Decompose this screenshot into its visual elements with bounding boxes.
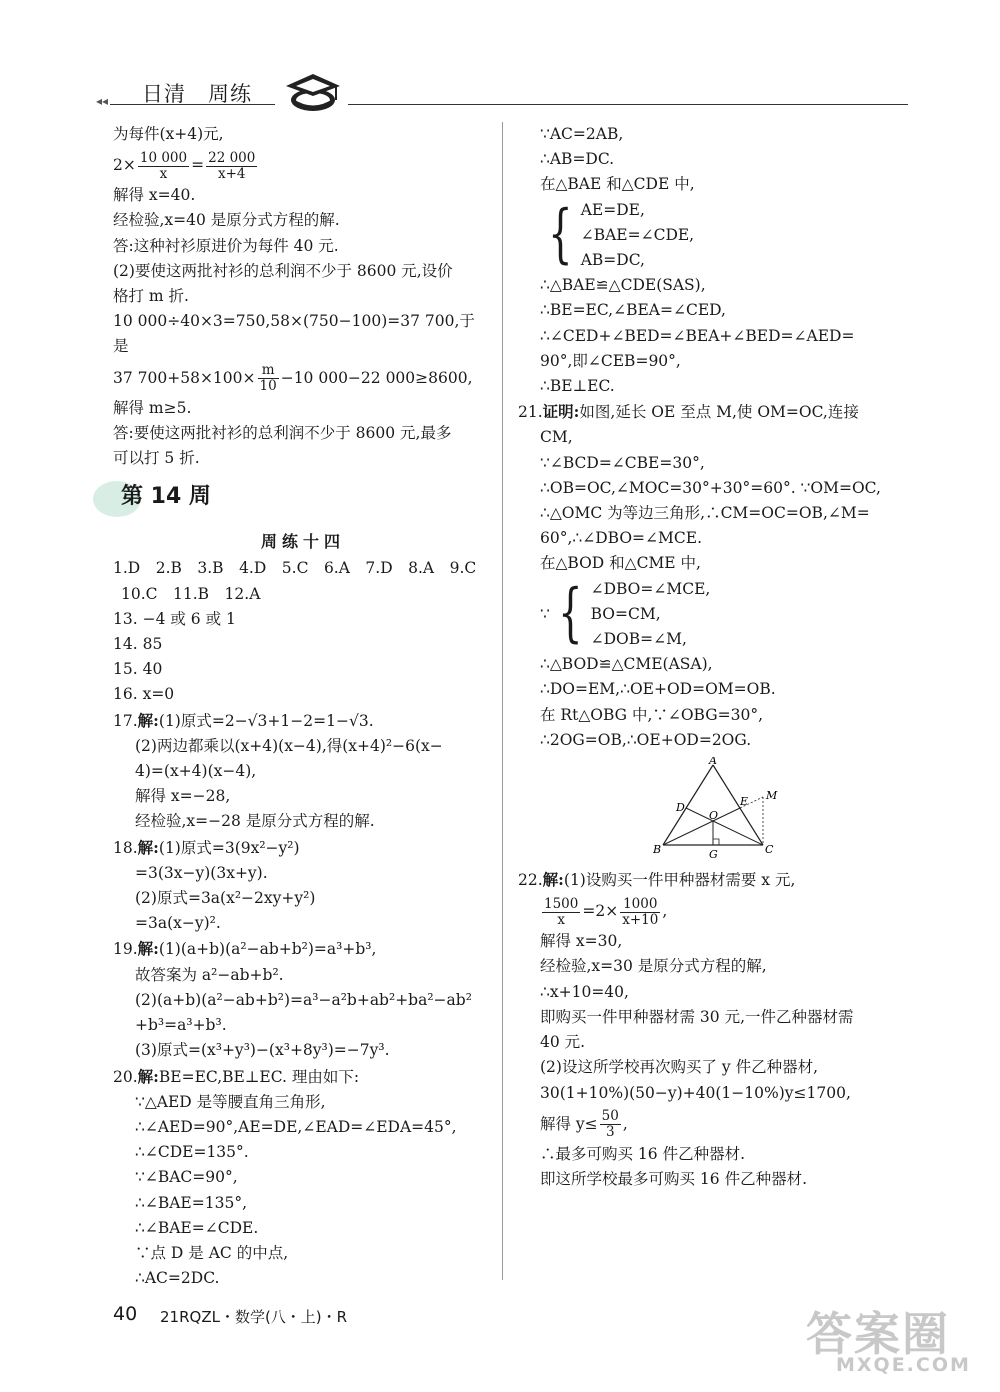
denominator: x <box>557 911 565 928</box>
text-line: ∴△BAE≌△CDE(SAS), <box>540 276 706 295</box>
numerator: 1000 <box>620 897 660 913</box>
fraction <box>206 151 257 182</box>
text-line: 4)=(x+4)(x−4), <box>135 762 257 781</box>
text-line: AE=DE, <box>580 200 645 219</box>
label-E: E <box>740 795 749 809</box>
text-line: ∵∠BAC=90°, <box>135 1168 238 1187</box>
solution-label: 解: <box>137 710 159 730</box>
text-line: (2)设这所学校再次购买了 y 件乙种器材, <box>540 1058 818 1077</box>
solution-text: (1)原式=3(9x²−y²) <box>158 838 300 857</box>
label-G: G <box>709 848 718 862</box>
watermark-logo: 答案圈 <box>806 1307 950 1361</box>
page-header <box>90 70 910 115</box>
text-line: 格打 m 折. <box>113 287 189 306</box>
text-line: (3)原式=(x³+y³)−(x³+8y³)=−7y³. <box>135 1041 390 1060</box>
label-C: C <box>765 843 774 857</box>
text-line: 90°,即∠CEB=90°, <box>540 351 681 370</box>
text-line: (2)两边都乘以(x+4)(x−4),得(x+4)²−6(x− <box>135 736 443 755</box>
section-title: 周练十四 <box>260 532 345 552</box>
text-line: 可以打 5 折. <box>113 449 200 468</box>
solution-label: 解: <box>137 1066 159 1086</box>
label-O: O <box>709 809 719 823</box>
column-divider <box>502 122 503 1280</box>
question-number: 21. <box>518 403 543 422</box>
solution-text: (1)原式=2−√3+1−2=1−√3. <box>158 711 374 730</box>
numerator: 22 000 <box>208 149 256 166</box>
text-line: 30(1+10%)(50−y)+40(1−10%)y≤1700, <box>540 1083 851 1102</box>
text-line: 即购买一件甲种器材需 30 元,一件乙种器材需 <box>540 1007 854 1026</box>
denominator: 3 <box>605 1124 615 1141</box>
text-line: 解得 x=40. <box>113 186 196 205</box>
graduation-cap-icon <box>282 70 344 114</box>
text-line: ∴BE=EC,∠BEA=∠CED, <box>540 301 726 320</box>
text-line: ∠DOB=∠M, <box>590 630 687 649</box>
eq-text: = <box>191 156 205 175</box>
denominator: x <box>159 165 168 182</box>
eq-text: −10 000−22 000≥8600, <box>280 368 473 387</box>
text-line: 10 000÷40×3=750,58×(750−100)=37 700,于 <box>113 312 475 331</box>
brace-lines <box>581 198 694 274</box>
text-line: 为每件(x+4)元, <box>113 125 224 143</box>
eq-text: 37 700+58×100× <box>113 368 256 387</box>
question-number: 18. <box>113 838 138 857</box>
text-line: (2)要使这两批衬衫的总利润不少于 8600 元,设价 <box>113 261 453 280</box>
text-line: BO=CM, <box>590 604 661 623</box>
equation-1 <box>113 147 493 183</box>
numerator: m <box>258 363 279 379</box>
book-code: 21RQZL・数学(八・上)・R <box>160 1308 348 1326</box>
text-line: (2)(a+b)(a²−ab+b²)=a³−a²b+ab²+ba²−ab² <box>135 990 472 1009</box>
left-brace-icon: { <box>558 575 583 650</box>
answer-line: 1.D 2.B 3.B 4.D 5.C 6.A 7.D 8.A 9.C <box>113 559 477 578</box>
equation-4 <box>518 1106 913 1142</box>
watermark-url: MXQE.COM <box>836 1354 971 1376</box>
text-line: 即这所学校最多可购买 16 件乙种器材. <box>540 1169 808 1188</box>
text-line: 解得 x=−28, <box>135 787 231 806</box>
text-line: 故答案为 a²−ab+b². <box>135 965 284 984</box>
text-line: 答:要使这两批衬衫的总利润不少于 8600 元,最多 <box>113 423 452 442</box>
text-line: ∴AC=2DC. <box>135 1269 220 1288</box>
eq-text: =2× <box>582 902 619 921</box>
question-number: 20. <box>113 1067 138 1086</box>
text-line: ∴∠AED=90°,AE=DE,∠EAD=∠EDA=45°, <box>135 1117 457 1136</box>
text-line: 经检验,x=40 是原分式方程的解. <box>113 211 340 230</box>
text-line: ∠BAE=∠CDE, <box>580 225 695 244</box>
text-line: 答:这种衬衫原进价为每件 40 元. <box>113 236 339 255</box>
text-line: ∴DO=EM,∴OE+OD=OM=OB. <box>540 680 776 699</box>
week-title: 第 14 周 <box>121 484 211 510</box>
eq-text: , <box>662 902 668 921</box>
equation-3 <box>518 893 913 929</box>
answer-line: 13. −4 或 6 或 1 <box>113 609 236 628</box>
question-number: 17. <box>113 711 138 730</box>
text-line: ∵∠BCD=∠CBE=30°, <box>540 453 705 472</box>
text-line: ∴BE⊥EC. <box>540 377 615 396</box>
eq-text: , <box>622 1114 628 1133</box>
text-line: ∵点 D 是 AC 的中点, <box>135 1243 289 1262</box>
label-D: D <box>676 801 685 815</box>
numerator: 50 <box>601 1108 619 1125</box>
text-line: 解得 m≥5. <box>113 398 192 417</box>
eq-text: 解得 y≤ <box>540 1114 598 1133</box>
question-21 <box>518 399 913 425</box>
brace-system-2 <box>518 577 913 653</box>
text-line: =3(3x−y)(3x+y). <box>135 863 268 882</box>
text-line: (2)原式=3a(x²−2xy+y²) <box>135 889 316 908</box>
question-number: 22. <box>518 871 543 890</box>
text-line: 在 Rt△OBG 中,∵∠OBG=30°, <box>540 705 764 724</box>
right-angle-mark <box>713 839 719 845</box>
text-line: ∴∠CDE=135°. <box>135 1143 249 1162</box>
fraction <box>258 363 279 394</box>
week-heading <box>113 479 493 523</box>
answer-line: 10.C 11.B 12.A <box>121 584 261 603</box>
answer-line: 16. x=0 <box>113 685 175 704</box>
text-line: ∴AB=DC. <box>540 150 615 169</box>
text-line: 在△BAE 和△CDE 中, <box>540 175 695 194</box>
solution-label: 证明: <box>542 402 580 422</box>
question-20 <box>113 1064 493 1090</box>
left-column <box>113 122 493 1291</box>
text-line: ∴最多可购买 16 件乙种器材. <box>540 1144 746 1163</box>
text-line: 解得 x=30, <box>540 932 623 951</box>
denominator: 10 <box>259 378 277 395</box>
text-line: ∴OB=OC,∠MOC=30°+30°=60°. ∵OM=OC, <box>540 478 881 497</box>
header-arrow-icon: ◂◂ <box>96 94 109 108</box>
left-brace-icon: { <box>548 196 573 271</box>
solution-label: 解: <box>137 939 159 959</box>
text-line: CM, <box>540 428 573 447</box>
question-18 <box>113 835 493 861</box>
text-line: 经检验,x=−28 是原分式方程的解. <box>135 812 375 831</box>
answer-line: 14. 85 <box>113 635 163 654</box>
text-line: ∵△AED 是等腰直角三角形, <box>135 1092 326 1111</box>
question-19 <box>113 936 493 962</box>
brace-system-1 <box>518 198 913 274</box>
text-line: ∠DBO=∠MCE, <box>590 579 711 598</box>
text-line: ∴△BOD≌△CME(ASA), <box>540 655 713 674</box>
fraction <box>138 151 189 182</box>
numerator: 1500 <box>544 895 579 912</box>
question-17 <box>113 708 493 734</box>
answer-line: 15. 40 <box>113 660 163 679</box>
question-number: 19. <box>113 940 138 959</box>
text-line: =3a(x−y)². <box>135 914 221 933</box>
header-title: 日清 周练 <box>142 82 252 106</box>
right-column <box>518 122 913 1192</box>
text-line: ∴∠BAE=∠CDE. <box>135 1218 259 1237</box>
text-line: 是 <box>113 337 129 356</box>
label-A: A <box>709 757 717 768</box>
solution-text: BE=EC,BE⊥EC. 理由如下: <box>158 1067 360 1086</box>
text-line: 经检验,x=30 是原分式方程的解, <box>540 957 767 976</box>
label-M: M <box>766 789 778 803</box>
equation-2 <box>113 360 493 396</box>
geometry-figure <box>653 757 793 861</box>
eq-text: 2× <box>113 156 136 175</box>
text-line: ∵AC=2AB, <box>540 125 624 143</box>
label-B: B <box>653 843 662 857</box>
text-line: ∴∠BAE=135°, <box>135 1193 247 1212</box>
header-rule-right <box>348 104 908 105</box>
text-line: ∴△OMC 为等边三角形,∴CM=OC=OB,∠M= <box>540 504 870 523</box>
text-line: 60°,∴∠DBO=∠MCE. <box>540 529 703 548</box>
brace-lines <box>591 577 711 653</box>
denominator: x+4 <box>217 165 246 182</box>
solution-text: (1)(a+b)(a²−ab+b²)=a³+b³, <box>158 940 377 959</box>
text-line: +b³=a³+b³. <box>135 1016 227 1035</box>
page-number: 40 <box>113 1303 138 1325</box>
solution-text: (1)设购买一件甲种器材需要 x 元, <box>563 871 796 890</box>
because-symbol: ∵ <box>540 604 550 623</box>
text-line: ∴∠CED+∠BED=∠BEA+∠BED=∠AED= <box>540 326 855 345</box>
fraction <box>620 897 660 928</box>
denominator: x+10 <box>622 911 659 928</box>
solution-label: 解: <box>137 837 159 857</box>
fraction <box>600 1109 621 1140</box>
numerator: 10 000 <box>139 149 188 166</box>
solution-text: 如图,延长 OE 至点 M,使 OM=OC,连接 <box>579 403 859 422</box>
text-line: 40 元. <box>540 1033 586 1052</box>
text-line: ∴2OG=OB,∴OE+OD=2OG. <box>540 730 752 749</box>
text-line: 在△BOD 和△CME 中, <box>540 554 701 573</box>
fraction <box>542 897 580 928</box>
text-line: AB=DC, <box>580 251 645 270</box>
question-22 <box>518 867 913 893</box>
text-line: ∴x+10=40, <box>540 982 629 1001</box>
solution-label: 解: <box>542 870 564 890</box>
